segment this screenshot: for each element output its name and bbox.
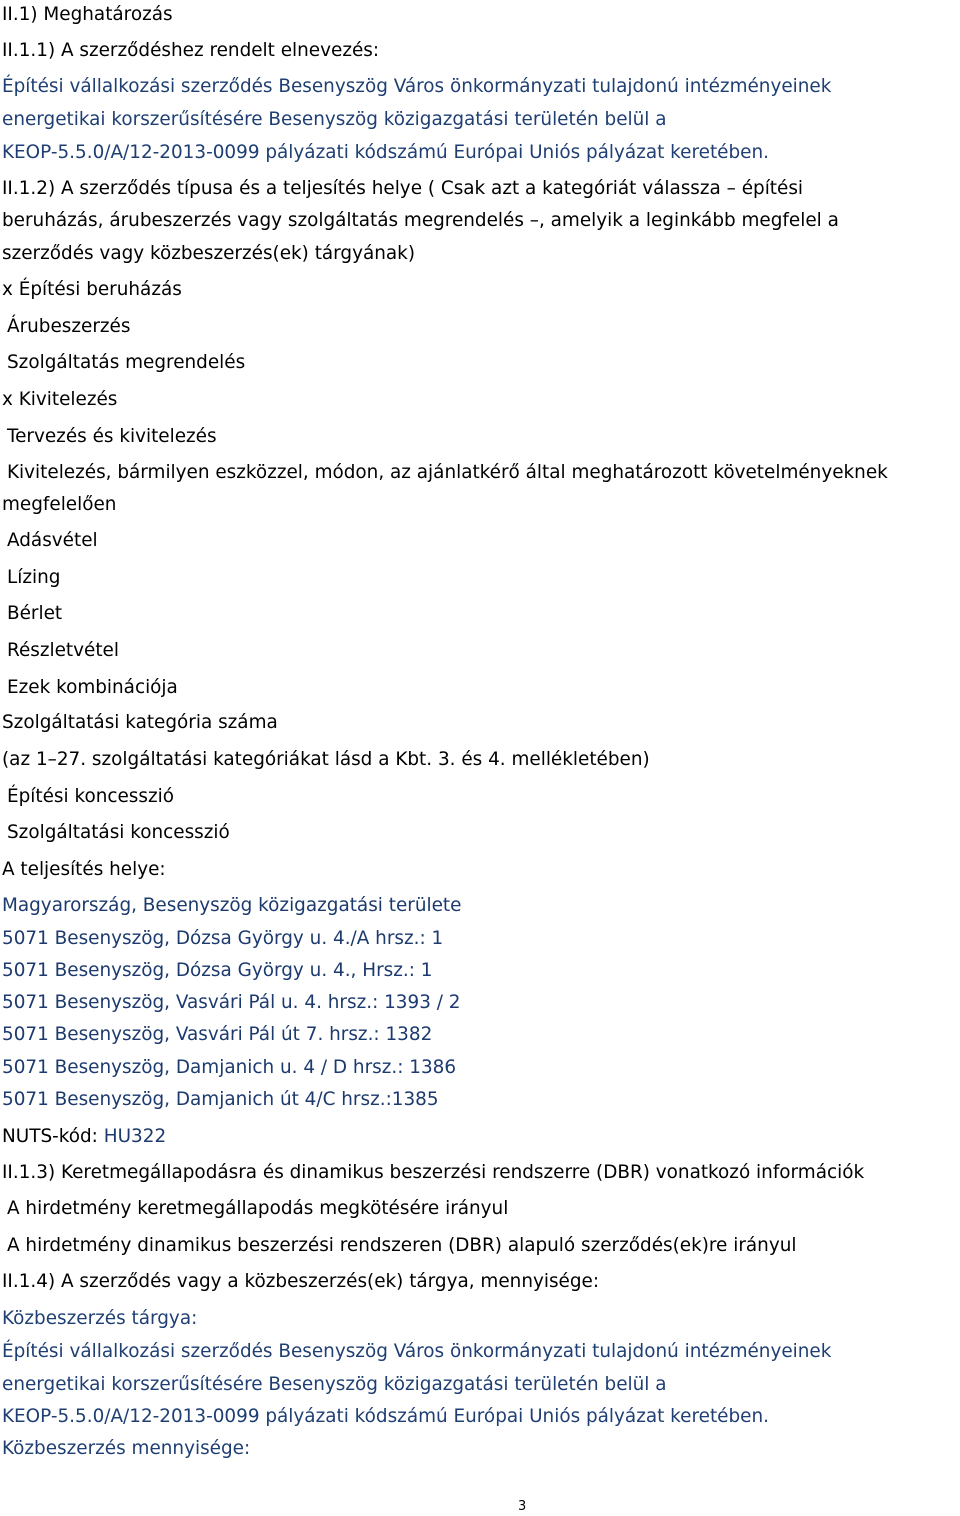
- contract-type-line: II.1.2) A szerződés típusa és a teljesítés helye ( Csak azt a kategóriát válassza – építési: [2, 178, 804, 199]
- place-line: 5071 Besenyszög, Vasvári Pál u. 4. hrsz.: 1393 / 2: [2, 992, 461, 1013]
- framework-heading: II.1.3) Keretmegállapodásra és dinamikus beszerzési rendszerre (DBR) vonatkozó információk: [2, 1162, 865, 1183]
- subject-line: energetikai korszerűsítésére Besenyszög közigazgatási területén belül a: [2, 1374, 667, 1395]
- option-szolg-kategoria: Szolgáltatási kategória száma: [2, 712, 278, 733]
- place-line: Magyarország, Besenyszög közigazgatási területe: [2, 895, 462, 916]
- option-kivitelezes-barmilyen: Kivitelezés, bármilyen eszközzel, módon, az ajánlatkérő által meghatározott követelményeknek: [7, 462, 888, 483]
- option-tervezes-es-kivitelezes: Tervezés és kivitelezés: [7, 426, 217, 447]
- option-berlet: Bérlet: [7, 603, 63, 624]
- place-line: 5071 Besenyszög, Dózsa György u. 4./A hrsz.: 1: [2, 928, 444, 949]
- option-arubeszerzes: Árubeszerzés: [7, 316, 131, 337]
- page-number: 3: [518, 1499, 527, 1514]
- option-adasvetel: Adásvétel: [7, 530, 98, 551]
- contract-type-line: beruházás, árubeszerzés vagy szolgáltatás megrendelés –, amelyik a leginkább megfelel a: [2, 210, 839, 231]
- contract-name-line: energetikai korszerűsítésére Besenyszög közigazgatási területén belül a: [2, 109, 667, 130]
- contract-type-line: szerződés vagy közbeszerzés(ek) tárgyának): [2, 243, 415, 264]
- nuts-value: HU322: [103, 1126, 167, 1147]
- framework-option: A hirdetmény dinamikus beszerzési rendszeren (DBR) alapuló szerződés(ek)re irányul: [7, 1235, 797, 1256]
- subject-line: Építési vállalkozási szerződés Besenyszög Város önkormányzati tulajdonú intézményeinek: [2, 1341, 832, 1362]
- option-szolg-kategoria-note: (az 1–27. szolgáltatási kategóriákat lásd a Kbt. 3. és 4. mellékletében): [2, 749, 650, 770]
- option-kivitelezes-barmilyen-cont: megfelelően: [2, 494, 117, 515]
- option-epitesi-koncesszio: Építési koncesszió: [7, 786, 174, 807]
- nuts-label: NUTS-kód:: [2, 1126, 98, 1147]
- subject-line: KEOP-5.5.0/A/12-2013-0099 pályázati kódszámú Európai Uniós pályázat keretében.: [2, 1406, 769, 1427]
- subject-heading: II.1.4) A szerződés vagy a közbeszerzés(ek) tárgya, mennyisége:: [2, 1271, 600, 1292]
- place-line: 5071 Besenyszög, Damjanich út 4/C hrsz.:1385: [2, 1089, 439, 1110]
- place-line: 5071 Besenyszög, Dózsa György u. 4., Hrsz.: 1: [2, 960, 433, 981]
- contract-name-label: II.1.1) A szerződéshez rendelt elnevezés:: [2, 40, 380, 61]
- place-line: 5071 Besenyszög, Vasvári Pál út 7. hrsz.: 1382: [2, 1024, 433, 1045]
- option-kivitelezes: x Kivitelezés: [2, 389, 118, 410]
- contract-name-line: KEOP-5.5.0/A/12-2013-0099 pályázati kódszámú Európai Uniós pályázat keretében.: [2, 142, 769, 163]
- subject-label: Közbeszerzés tárgya:: [2, 1308, 198, 1329]
- option-lizing: Lízing: [7, 567, 61, 588]
- option-kombinacio: Ezek kombinációja: [7, 677, 178, 698]
- contract-name-line: Építési vállalkozási szerződés Besenyszög Város önkormányzati tulajdonú intézményeinek: [2, 76, 832, 97]
- option-szolgaltatas-megrendeles: Szolgáltatás megrendelés: [7, 352, 246, 373]
- quantity-label: Közbeszerzés mennyisége:: [2, 1438, 251, 1459]
- place-label: A teljesítés helye:: [2, 859, 166, 880]
- nuts-code: [2, 1128, 166, 1146]
- option-reszletvetel: Részletvétel: [7, 640, 119, 661]
- option-epitesi-beruhazas: x Építési beruházás: [2, 279, 182, 300]
- framework-option: A hirdetmény keretmegállapodás megkötésére irányul: [7, 1198, 509, 1219]
- place-line: 5071 Besenyszög, Damjanich u. 4 / D hrsz.: 1386: [2, 1057, 457, 1078]
- option-szolg-koncesszio: Szolgáltatási koncesszió: [7, 822, 230, 843]
- section-heading: II.1) Meghatározás: [2, 4, 173, 25]
